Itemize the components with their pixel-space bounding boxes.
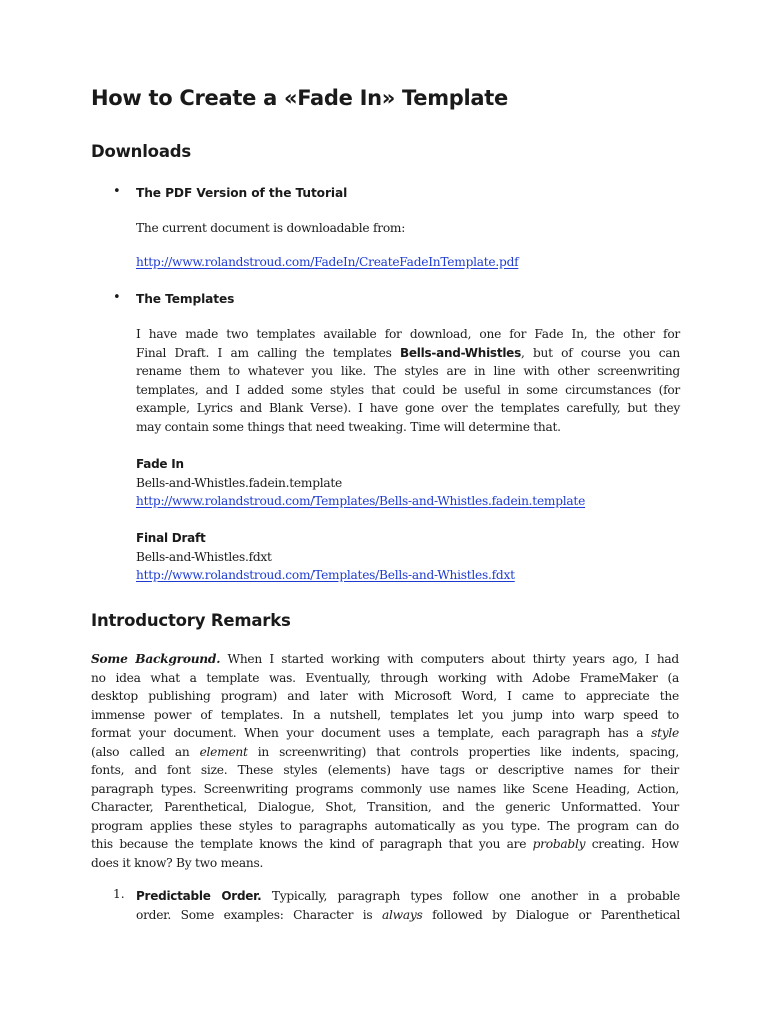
fadein-filename: Bells-and-Whistles.fadein.template — [136, 475, 343, 490]
templates-line: may contain some things that need tweaking. Time will determine that. — [136, 419, 561, 434]
fadein-label: Fade In — [136, 457, 184, 471]
intro-paragraph — [91, 650, 679, 872]
intro-line: fonts, and font size. These styles (elements) have tags or descriptive names for their — [91, 763, 679, 777]
templates-line: rename them to whatever you like. The styles are in line with other screenwriting — [136, 364, 680, 378]
templates-paragraph — [136, 325, 680, 436]
bullet-icon: • — [113, 184, 121, 199]
list-number: 1. — [113, 887, 125, 901]
finaldraft-block — [136, 529, 515, 585]
downloads-heading: Downloads — [91, 142, 191, 161]
intro-line: format your document. When your document uses a template, each paragraph has a style — [91, 726, 679, 740]
intro-line: immense power of templates. In a nutshell, templates let you jump into warp speed to — [91, 707, 679, 722]
intro-lead: Some Background. — [91, 652, 221, 666]
intro-line: (also called an element in screenwriting) that controls properties like indents, spacing, — [91, 744, 679, 759]
pdf-description: The current document is downloadable from: — [136, 221, 406, 235]
intro-line: Some Background. When I started working with computers about thirty years ago, I had — [91, 652, 679, 666]
finaldraft-filename: Bells-and-Whistles.fdxt — [136, 549, 272, 564]
list-item — [136, 887, 680, 924]
pdf-download-link[interactable]: http://www.rolandstroud.com/FadeIn/CreateFadeInTemplate.pdf — [136, 255, 519, 269]
intro-line: desktop publishing program) and later with Microsoft Word, I came to appreciate the — [91, 689, 679, 703]
list-item-line: Predictable Order. Typically, paragraph types follow one another in a probable — [136, 889, 680, 903]
list-item-label: Predictable Order. — [136, 889, 262, 903]
templates-line: templates, and I added some styles that could be useful in some circumstances (for — [136, 382, 680, 397]
finaldraft-template-link[interactable]: http://www.rolandstroud.com/Templates/Bells-and-Whistles.fdxt — [136, 568, 515, 582]
templates-line: Final Draft. I am calling the templates Bells-and-Whistles, but of course you can — [136, 345, 680, 360]
page-title: How to Create a «Fade In» Template — [91, 86, 508, 110]
templates-line: I have made two templates available for download, one for Fade In, the other for — [136, 327, 680, 341]
intro-heading: Introductory Remarks — [91, 611, 291, 630]
fadein-template-link[interactable]: http://www.rolandstroud.com/Templates/Bells-and-Whistles.fadein.template — [136, 494, 586, 508]
finaldraft-label: Final Draft — [136, 531, 206, 545]
intro-line: no idea what a template was. Eventually, through working with Adobe FrameMaker (a — [91, 670, 679, 685]
fadein-block — [136, 455, 585, 511]
pdf-version-label: The PDF Version of the Tutorial — [136, 186, 348, 200]
pdf-link-row — [136, 253, 518, 272]
bullet-icon: • — [113, 290, 121, 305]
intro-line: paragraph types. Screenwriting programs commonly use names like Scene Heading, Action, — [91, 781, 679, 796]
templates-line: example, Lyrics and Blank Verse). I have gone over the templates carefully, but they — [136, 401, 680, 415]
intro-line: this because the template knows the kind of paragraph that you are probably creating. How — [91, 837, 679, 851]
intro-line: program applies these styles to paragraphs automatically as you type. The program can do — [91, 818, 679, 833]
intro-line: does it know? By two means. — [91, 855, 264, 870]
list-item-line: order. Some examples: Character is always followed by Dialogue or Parenthetical — [136, 907, 680, 922]
intro-line: Character, Parenthetical, Dialogue, Shot, Transition, and the generic Unformatted. Your — [91, 800, 679, 814]
templates-label: The Templates — [136, 292, 235, 306]
